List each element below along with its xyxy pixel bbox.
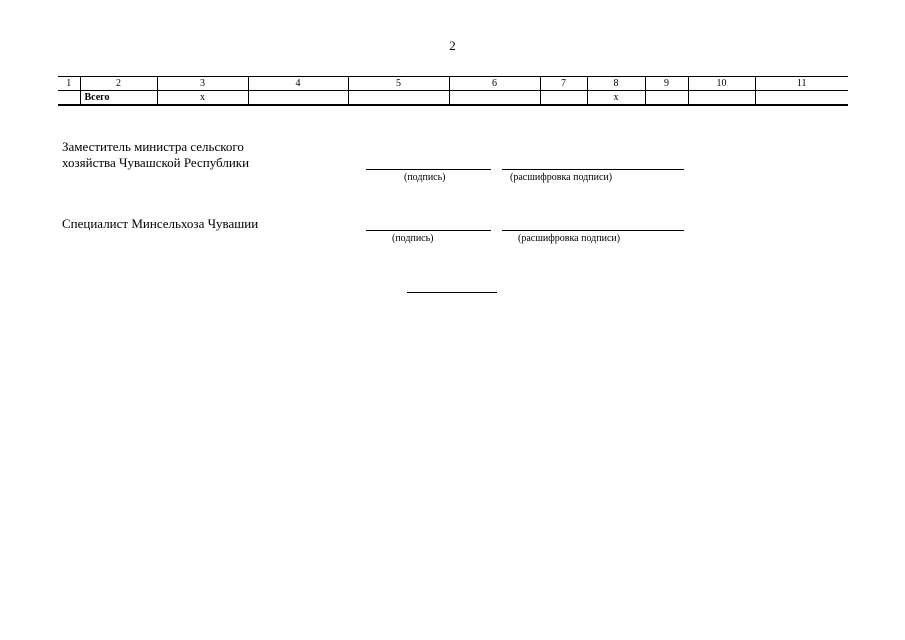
table-header-cell: 10 xyxy=(688,77,755,91)
deputy-minister-title-line1: Заместитель министра сельского xyxy=(62,139,244,154)
table-cell xyxy=(755,91,848,106)
table-cell: х xyxy=(157,91,248,106)
table-cell xyxy=(449,91,540,106)
deputy-name-caption: (расшифровка подписи) xyxy=(510,172,613,183)
end-separator-line xyxy=(407,292,497,293)
table-cell xyxy=(248,91,348,106)
table-header-cell: 6 xyxy=(449,77,540,91)
table-total-row xyxy=(58,91,848,106)
table-cell xyxy=(540,91,587,106)
table-cell xyxy=(348,91,449,106)
table-header-cell: 1 xyxy=(58,77,80,91)
table-header-cell: 3 xyxy=(157,77,248,91)
summary-table xyxy=(58,76,848,106)
table-header-cell: 4 xyxy=(248,77,348,91)
table-cell xyxy=(58,91,80,106)
page-number: 2 xyxy=(449,38,456,53)
deputy-minister-title-line2: хозяйства Чувашской Республики xyxy=(62,155,250,170)
table-header-cell: 5 xyxy=(348,77,449,91)
deputy-name-line xyxy=(502,169,684,170)
specialist-signature-caption: (подпись) xyxy=(392,233,434,244)
specialist-name-line xyxy=(502,230,684,231)
total-label: Всего xyxy=(80,91,157,106)
table-header-cell: 2 xyxy=(80,77,157,91)
specialist-name-caption: (расшифровка подписи) xyxy=(518,233,621,244)
specialist-signature-line xyxy=(366,230,491,231)
deputy-signature-caption: (подпись) xyxy=(404,172,446,183)
table-cell: х xyxy=(587,91,645,106)
table-cell xyxy=(645,91,688,106)
table-cell xyxy=(688,91,755,106)
table-header-row xyxy=(58,77,848,91)
deputy-signature-line xyxy=(366,169,491,170)
specialist-title: Специалист Минсельхоза Чувашии xyxy=(62,216,259,231)
table-header-cell: 7 xyxy=(540,77,587,91)
table-header-cell: 8 xyxy=(587,77,645,91)
table-header-cell: 11 xyxy=(755,77,848,91)
table-header-cell: 9 xyxy=(645,77,688,91)
